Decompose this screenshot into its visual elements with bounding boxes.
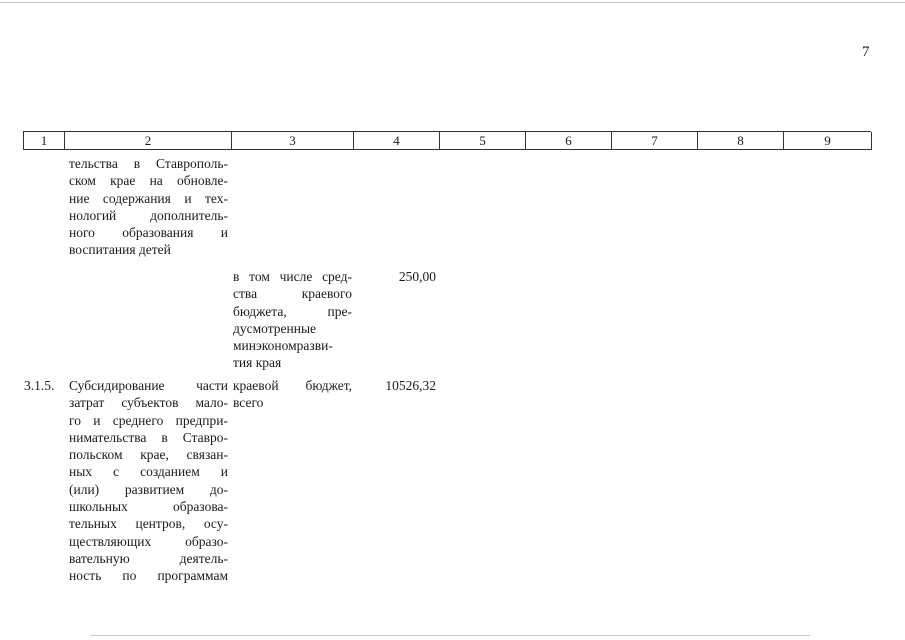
text-line: го и среднего предпри- <box>69 412 228 428</box>
scan-artifact-top <box>0 2 905 3</box>
text-line: воспитания детей <box>69 242 171 258</box>
text-line: тельных центров, осу- <box>69 516 228 532</box>
header-cell-5: 5 <box>440 132 526 150</box>
row-b-amount: 250,00 <box>398 269 436 284</box>
text-line: Субсидирование части <box>69 378 228 393</box>
row-c-description <box>69 377 228 585</box>
text-line: нологий дополнитель- <box>69 207 228 223</box>
text-line: нимательства в Ставро- <box>69 429 228 445</box>
table-header-row <box>23 131 871 150</box>
text-line: всего <box>233 395 264 411</box>
row-c-amount: 10526,32 <box>385 378 436 393</box>
text-line: затрат субъектов мало- <box>69 395 228 411</box>
row-c-funding-source <box>233 377 352 412</box>
text-line: школьных образова- <box>69 499 228 515</box>
text-line: ства краевого <box>233 286 352 302</box>
page-number: 7 <box>862 44 870 60</box>
text-line: ного образования и <box>69 225 228 241</box>
row-b-funding-source <box>233 268 352 372</box>
text-line: тия края <box>233 355 282 371</box>
row-c-item-number: 3.1.5. <box>24 378 55 393</box>
header-cell-6: 6 <box>526 132 612 150</box>
scan-artifact-bottom <box>90 635 810 636</box>
text-line: ных с созданием и <box>69 464 228 480</box>
text-line: ском крае на обновле- <box>69 173 228 189</box>
text-line: ние содержания и тех- <box>69 190 228 206</box>
header-cell-8: 8 <box>698 132 784 150</box>
text-line: в том числе сред- <box>233 269 352 284</box>
header-cell-7: 7 <box>612 132 698 150</box>
text-line: польском крае, связан- <box>69 447 228 463</box>
text-line: тельства в Ставрополь- <box>69 156 228 171</box>
header-cell-9: 9 <box>784 132 872 150</box>
text-line: вательную деятель- <box>69 550 228 566</box>
text-line: краевой бюджет, <box>233 378 352 393</box>
text-line: минэкономразви- <box>233 338 333 354</box>
header-cell-1: 1 <box>24 132 65 150</box>
text-line: бюджета, пре- <box>233 303 352 319</box>
header-cell-3: 3 <box>232 132 354 150</box>
text-line: ществляющих образо- <box>69 533 228 549</box>
header-cell-4: 4 <box>354 132 440 150</box>
text-line: дусмотренные <box>233 320 317 336</box>
text-line: (или) развитием до- <box>69 481 228 497</box>
row-a-description <box>69 155 228 259</box>
text-line: ность по программам <box>69 568 228 584</box>
header-cell-2: 2 <box>65 132 232 150</box>
